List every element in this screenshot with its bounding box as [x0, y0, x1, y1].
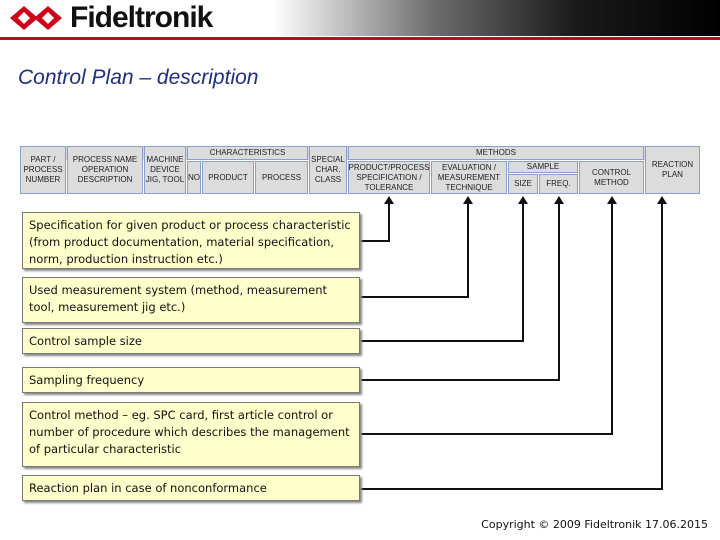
connector-line	[661, 202, 663, 490]
company-logo	[4, 2, 212, 34]
callout-specification: Specification for given product or process characteristic (from product documentation, material specification, norm, production instruction etc.)	[22, 212, 360, 269]
connector-line	[361, 296, 469, 298]
arrow-up-icon	[384, 196, 394, 204]
col-no: NO	[187, 161, 201, 194]
arrow-up-icon	[463, 196, 473, 204]
col-reaction-plan: REACTION PLAN	[645, 146, 700, 194]
connector-line	[361, 340, 524, 342]
arrow-up-icon	[607, 196, 617, 204]
connector-line	[467, 202, 469, 298]
col-characteristics: CHARACTERISTICS	[187, 146, 308, 160]
col-specification: PRODUCT/PROCESS SPECIFICATION / TOLERANCE	[348, 161, 430, 194]
connector-line	[558, 202, 560, 381]
slide-title: Control Plan – description	[18, 66, 259, 89]
col-part-number: PART / PROCESS NUMBER	[20, 146, 66, 194]
col-product: PRODUCT	[202, 161, 254, 194]
logo-wordmark: Fideltronik	[70, 1, 213, 34]
col-freq: FREQ.	[539, 174, 578, 194]
col-process-name: PROCESS NAME OPERATION DESCRIPTION	[67, 146, 143, 194]
callout-sample-size: Control sample size	[22, 328, 360, 354]
connector-line	[388, 202, 390, 242]
col-sample: SAMPLE	[508, 161, 578, 173]
callout-measurement-system: Used measurement system (method, measurement tool, measurement jig etc.)	[22, 277, 360, 323]
arrow-up-icon	[518, 196, 528, 204]
arrow-up-icon	[657, 196, 667, 204]
copyright-footer: Copyright © 2009 Fideltronik 17.06.2015	[481, 518, 708, 531]
col-size: SIZE	[508, 174, 538, 194]
callout-reaction-plan: Reaction plan in case of nonconformance	[22, 475, 360, 501]
fideltronik-logo-icon	[4, 3, 68, 33]
connector-line	[361, 433, 613, 435]
col-control-method: CONTROL METHOD	[579, 161, 644, 194]
connector-line	[611, 202, 613, 435]
header-accent-line	[0, 37, 720, 40]
callout-sampling-frequency: Sampling frequency	[22, 367, 360, 393]
arrow-up-icon	[554, 196, 564, 204]
connector-line	[522, 202, 524, 342]
col-process: PROCESS	[255, 161, 308, 194]
col-evaluation: EVALUATION / MEASUREMENT TECHNIQUE	[431, 161, 507, 194]
connector-line	[361, 488, 663, 490]
connector-line	[361, 240, 390, 242]
col-special-char: SPECIAL CHAR. CLASS	[309, 146, 347, 194]
callout-control-method: Control method – eg. SPC card, first article control or number of procedure which describes the management of particular characteristic	[22, 402, 360, 467]
col-machine: MACHINE DEVICE JIG, TOOL	[144, 146, 186, 194]
connector-line	[361, 379, 560, 381]
col-methods: METHODS	[348, 146, 644, 160]
